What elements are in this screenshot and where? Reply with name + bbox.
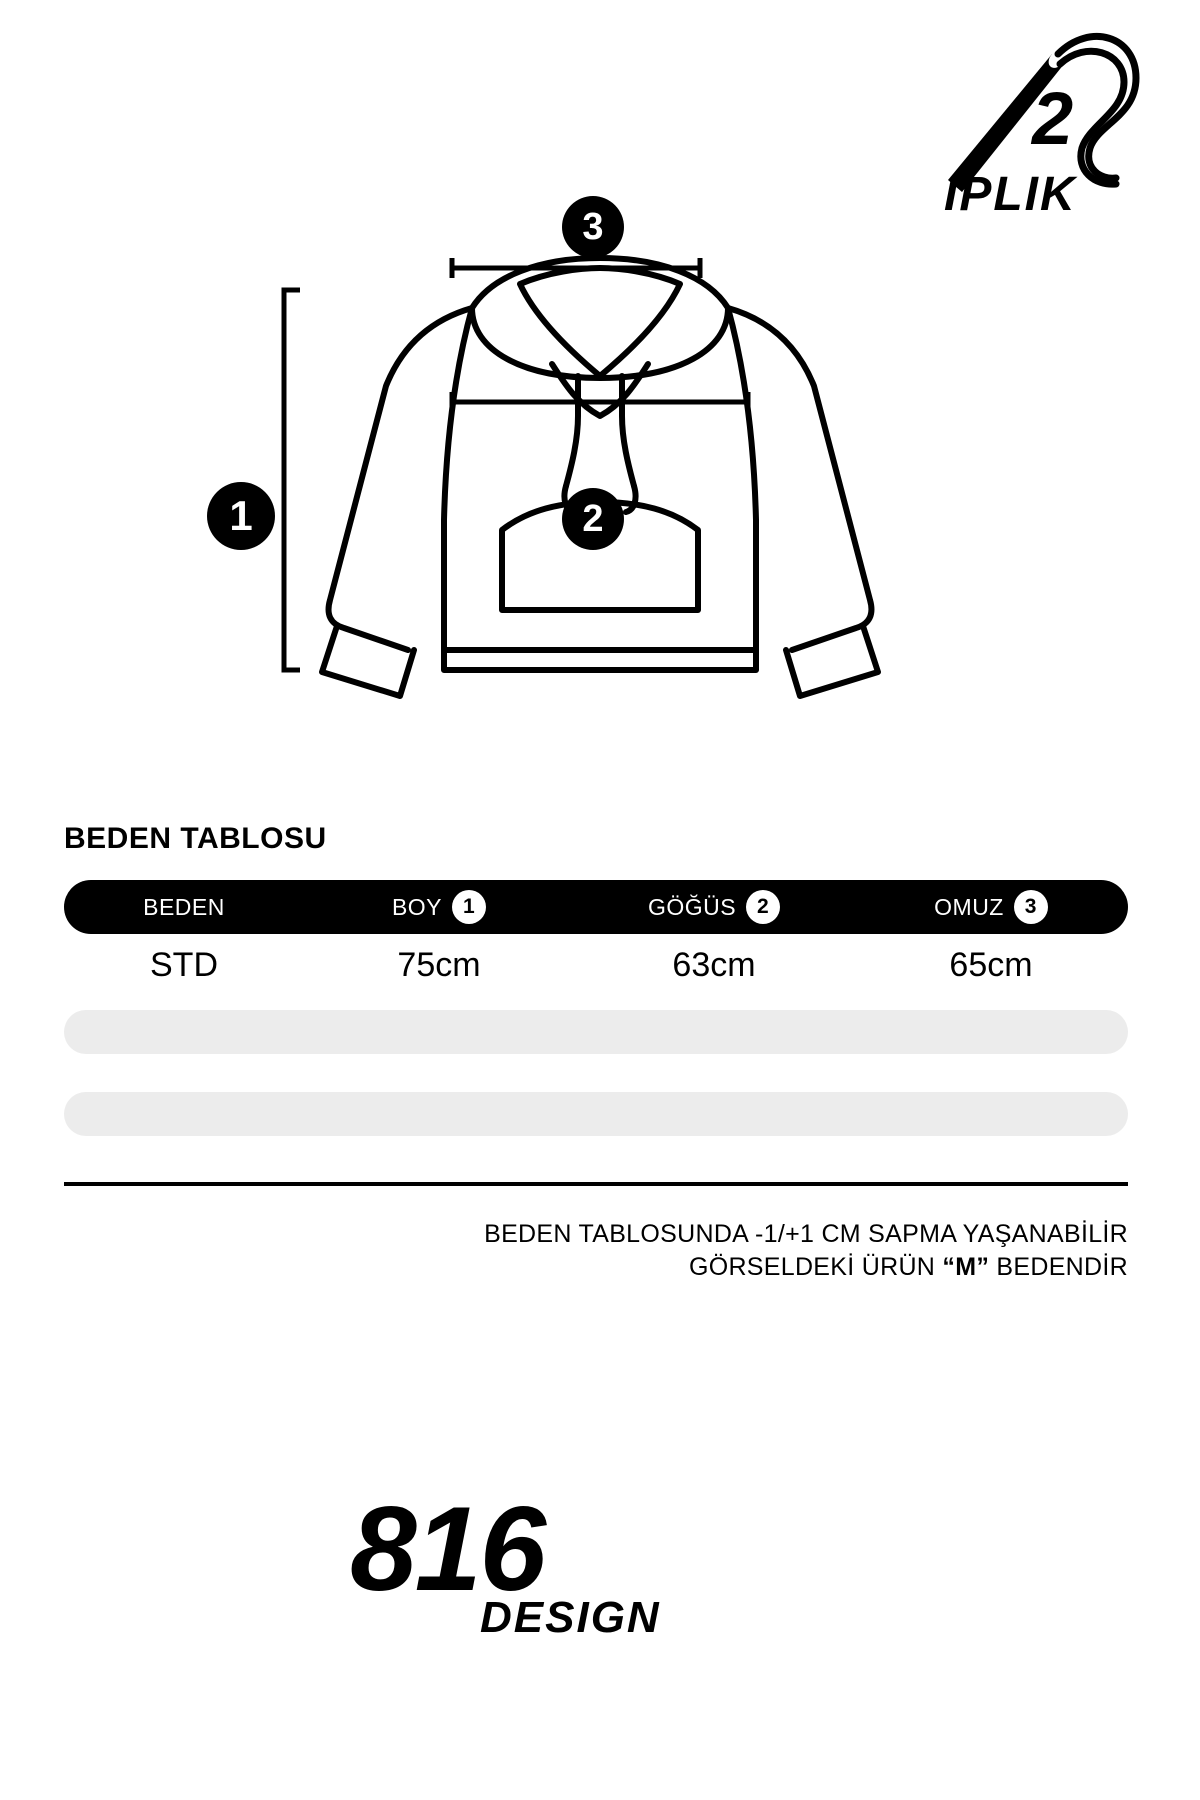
row-gap <box>64 1054 1128 1078</box>
logo-text: IPLIK <box>944 168 1077 221</box>
measure-badge-2: 2 <box>562 488 624 550</box>
measure-badge-3: 3 <box>562 196 624 258</box>
cell-beden: STD <box>150 945 218 984</box>
header-label-omuz: OMUZ <box>934 893 1004 920</box>
notes-block <box>64 1218 1128 1284</box>
hoodie-illustration <box>0 180 1200 770</box>
header-badge-omuz: 3 <box>1014 890 1048 924</box>
section-divider <box>64 1182 1128 1186</box>
header-cell-gogus <box>574 890 854 924</box>
length-measure-line <box>284 290 300 670</box>
header-label-beden: BEDEN <box>143 893 225 920</box>
logo-number: 2 <box>1032 77 1074 160</box>
header-cell-omuz <box>854 890 1128 924</box>
brand-text: DESIGN <box>480 1593 661 1642</box>
cell-omuz: 65cm <box>949 945 1033 984</box>
cell-boy: 75cm <box>397 945 481 984</box>
table-row <box>64 934 1128 996</box>
brand-logo <box>0 1480 1200 1660</box>
brand-number: 816 <box>350 1482 545 1616</box>
header-badge-gogus: 2 <box>746 890 780 924</box>
size-table <box>64 880 1128 1136</box>
note-line-1: BEDEN TABLOSUNDA -1/+1 CM SAPMA YAŞANABİLİR <box>484 1220 1128 1248</box>
cell-gogus: 63cm <box>672 945 756 984</box>
note-line-2-size: “M” <box>942 1253 990 1281</box>
chest-measure-line <box>452 392 748 412</box>
measure-badge-1: 1 <box>207 482 275 550</box>
note-line-2 <box>64 1251 1128 1284</box>
table-header-row <box>64 880 1128 934</box>
empty-row-placeholder <box>64 1092 1128 1136</box>
header-cell-beden <box>64 894 304 921</box>
header-label-boy: BOY <box>391 893 443 920</box>
header-label-gogus: GÖĞÜS <box>647 893 737 920</box>
header-cell-boy <box>304 890 574 924</box>
header-badge-boy: 1 <box>452 890 486 924</box>
note-line-2-prefix: GÖRSELDEKİ ÜRÜN <box>688 1253 943 1281</box>
empty-row-placeholder <box>64 1010 1128 1054</box>
note-line-2-suffix: BEDENDİR <box>989 1253 1128 1281</box>
table-title: BEDEN TABLOSU <box>64 822 327 855</box>
